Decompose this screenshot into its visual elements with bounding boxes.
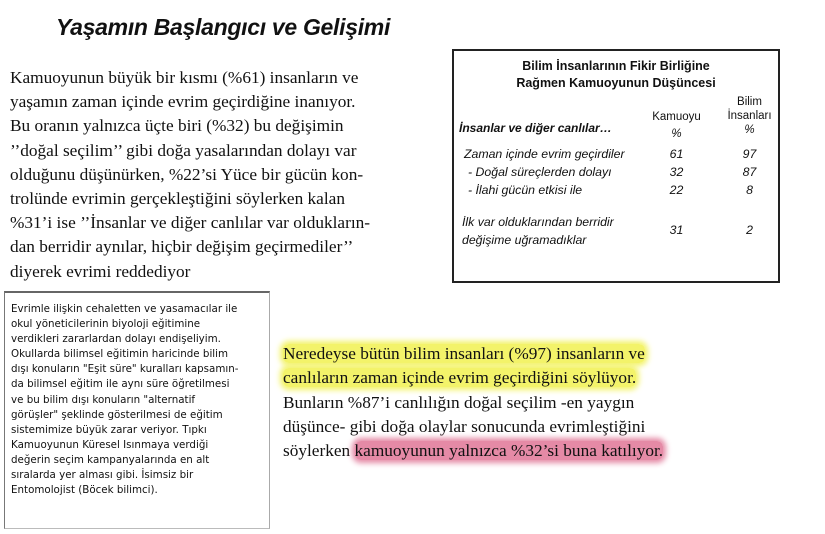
pink-highlight: kamuoyunun yalnızca %32’si buna katılıyor.: [354, 441, 664, 461]
scientists-line-prefix: söylerken: [283, 441, 355, 461]
column-header-label: Kamuoyu: [652, 111, 701, 123]
page-title: Yaşamın Başlangıcı ve Gelişimi: [56, 14, 391, 40]
quote-line: Kamuoyunun Küresel Isınmaya verdiği: [11, 438, 209, 451]
intro-line: olduğunu düşünürken, %22’si Yüce bir gücün kon-: [10, 164, 364, 184]
row-label: Zaman içinde evrim geçirdiler: [464, 147, 625, 161]
row-label: - Doğal süreçlerden dolayı: [468, 165, 612, 179]
column-unit: %: [744, 124, 755, 136]
column-unit: %: [671, 128, 682, 140]
scientists-line: düşünce- gibi doğa olaylar sonucunda evrimleştiğini: [283, 416, 646, 436]
table-title-line: Bilim İnsanlarının Fikir Birliğine: [522, 59, 710, 73]
column-header-label: Bilim: [737, 96, 762, 108]
quote-line: Okullarda bilimsel eğitimin haricinde bilim: [11, 348, 229, 361]
opinion-table: [452, 49, 780, 283]
yellow-highlight: canlıların zaman içinde evrim geçirdiğini söylüyor.: [283, 368, 637, 388]
quote-line: ve bu bilim dışı konuların "alternatif: [11, 393, 196, 406]
intro-line: yaşamın zaman içinde evrim geçirdiğine inanıyor.: [10, 92, 356, 112]
row-label: İlk var olduklarından berridir: [462, 215, 614, 229]
quote-line: dışı konuların "Eşit süre" kuralları kapsamın-: [11, 363, 239, 376]
intro-line: dan berridir aynılar, hiçbir değişim geçirmediler’’: [10, 237, 354, 257]
value-bilim: 87: [742, 165, 757, 179]
quote-line: görüşler" şeklinde gösterilmesi de eğitim: [11, 408, 223, 421]
value-bilim: 2: [746, 223, 753, 237]
intro-line: ’’doğal seçilim’’ gibi doğa yasalarından dolayı var: [10, 140, 357, 160]
scientists-line: Bunların %87’i canlılığın doğal seçilim -en yaygın: [283, 392, 635, 412]
quote-box: [4, 291, 270, 529]
intro-line: Kamuoyunun büyük bir kısmı (%61) insanların ve: [10, 68, 359, 87]
scientists-line: [283, 439, 803, 463]
value-bilim: 8: [746, 183, 753, 197]
quote-line: sıralarda yer alması gibi. İsimsiz bir: [11, 469, 194, 482]
quote-line: verdikleri zararlardan dolayı endişeliyim.: [11, 333, 221, 346]
value-kamuoyu: 22: [669, 183, 684, 197]
table-title-line: Rağmen Kamuoyunun Düşüncesi: [516, 76, 716, 90]
column-header-bilim: [722, 95, 777, 137]
quote-line: değerin seçim kampanyalarında en alt: [11, 453, 210, 466]
column-header-label: İnsanları: [727, 110, 772, 122]
intro-line: diyerek evrimi reddediyor: [10, 261, 191, 281]
value-kamuoyu: 61: [669, 147, 684, 161]
quote-line: sistemimize büyük zarar veriyor. Tıpkı: [11, 423, 207, 436]
row-label: - İlahi gücün etkisi ile: [468, 183, 583, 197]
quote-line: da bilimsel eğitim ile aynı süre öğretilmesi: [11, 378, 230, 391]
intro-line: %31’i ise ’’İnsanlar ve diğer canlılar var oldukların-: [10, 213, 371, 233]
quote-line: okul yöneticilerinin biyoloji eğitimine: [11, 318, 201, 331]
table-row-header: İnsanlar ve diğer canlılar…: [459, 121, 612, 135]
value-bilim: 97: [742, 147, 757, 161]
scientists-line: [283, 366, 803, 390]
value-kamuoyu: 31: [669, 223, 684, 237]
row-label: değişime uğramadıklar: [462, 233, 587, 247]
scientists-paragraph: [283, 342, 803, 463]
table-title: [454, 58, 778, 92]
quote-line: Entomolojist (Böcek bilimci).: [11, 484, 158, 497]
yellow-highlight: Neredeyse bütün bilim insanları (%97) insanların ve: [283, 344, 645, 363]
scientists-line: [283, 342, 803, 366]
intro-line: trolünde evrimin gerçekleştiğini söylerken kalan: [10, 189, 345, 209]
intro-line: Bu oranın yalnızca üçte biri (%32) bu değişimin: [10, 116, 344, 136]
intro-paragraph: [10, 66, 446, 284]
column-header-kamuoyu: [649, 109, 704, 143]
quote-line: Evrimle ilişkin cehaletten ve yasamacılar ile: [11, 303, 238, 315]
value-kamuoyu: 32: [669, 165, 684, 179]
